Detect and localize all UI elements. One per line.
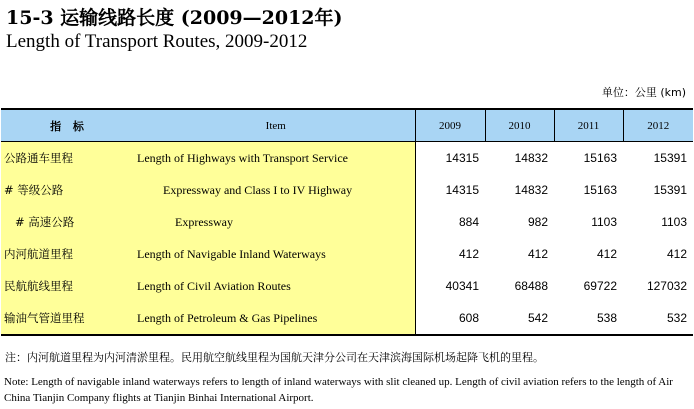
table-row [1, 302, 693, 335]
cell-value: 412 [596, 247, 617, 261]
column-header-year: 2012 [623, 109, 693, 142]
cell-value: 982 [527, 215, 548, 229]
cell-value: 14832 [514, 151, 548, 165]
cell-value: 40341 [445, 279, 479, 293]
cell-value: 608 [415, 302, 485, 335]
column-header-cn: 指 标 [1, 109, 137, 142]
column-header-year: 2009 [415, 109, 485, 142]
cell-value: 412 [458, 247, 479, 261]
row-label-cn: # 等级公路 [1, 174, 137, 206]
cell-value: 884 [458, 215, 479, 229]
note-en: Note: Length of navigable inland waterways refers to length of inland waterways with slit cleaned up. Length of civil aviation refers to the length of Air China Tianjin Company flights at Tianjin Binhai International Airport. [4, 376, 673, 404]
cell-value: 1103 [661, 215, 687, 229]
row-label-cn: 公路通车里程 [1, 142, 137, 175]
row-label-en: Expressway [137, 206, 415, 238]
cell-value: 69722 [583, 279, 617, 293]
cell-value: 542 [485, 302, 554, 335]
cell-value: 538 [554, 302, 623, 335]
cell-value: 532 [623, 302, 693, 335]
column-header-year: 2011 [554, 109, 623, 142]
row-label-en: Length of Highways with Transport Service [137, 142, 415, 175]
column-header-item: Item [137, 109, 415, 142]
row-label-en: Length of Navigable Inland Waterways [137, 238, 415, 270]
table-title-en: Length of Transport Routes, 2009-2012 [6, 31, 308, 52]
cell-value: 14315 [445, 183, 479, 197]
row-label-en: Expressway and Class I to IV Highway [137, 174, 415, 206]
cell-value: 15163 [583, 151, 617, 165]
cell-value: 14832 [514, 183, 548, 197]
cell-value: 14315 [445, 151, 479, 165]
row-label-cn: 民航航线里程 [1, 270, 137, 302]
cell-value: 412 [666, 247, 687, 261]
row-label-en: Length of Petroleum & Gas Pipelines [137, 302, 415, 335]
table-row [1, 270, 693, 302]
cell-value: 127032 [646, 279, 687, 293]
row-label-en: Length of Civil Aviation Routes [137, 270, 415, 302]
cell-value: 412 [527, 247, 548, 261]
table-title-cn: 15-3 运输线路长度 (2009—2012年) [6, 7, 343, 29]
cell-value: 68488 [514, 279, 548, 293]
table-header-row [1, 109, 693, 142]
row-label-cn: 内河航道里程 [1, 238, 137, 270]
row-label-cn: 输油气管道里程 [1, 302, 137, 335]
column-header-year: 2010 [485, 109, 554, 142]
table-row [1, 206, 693, 238]
row-label-cn: # 高速公路 [1, 206, 137, 238]
cell-value: 15163 [583, 183, 617, 197]
unit-label: 单位：公里 (km) [601, 86, 686, 99]
table-row [1, 174, 693, 206]
cell-value: 15391 [653, 151, 687, 165]
cell-value: 15391 [653, 183, 687, 197]
table-row [1, 142, 693, 175]
cell-value: 1103 [591, 215, 617, 229]
note-cn: 注：内河航道里程为内河清淤里程。民用航空航线里程为国航天津分公司在天津滨海国际机场起降飞机的里程。 [5, 351, 544, 364]
table-row [1, 238, 693, 270]
transport-routes-table [1, 108, 693, 336]
